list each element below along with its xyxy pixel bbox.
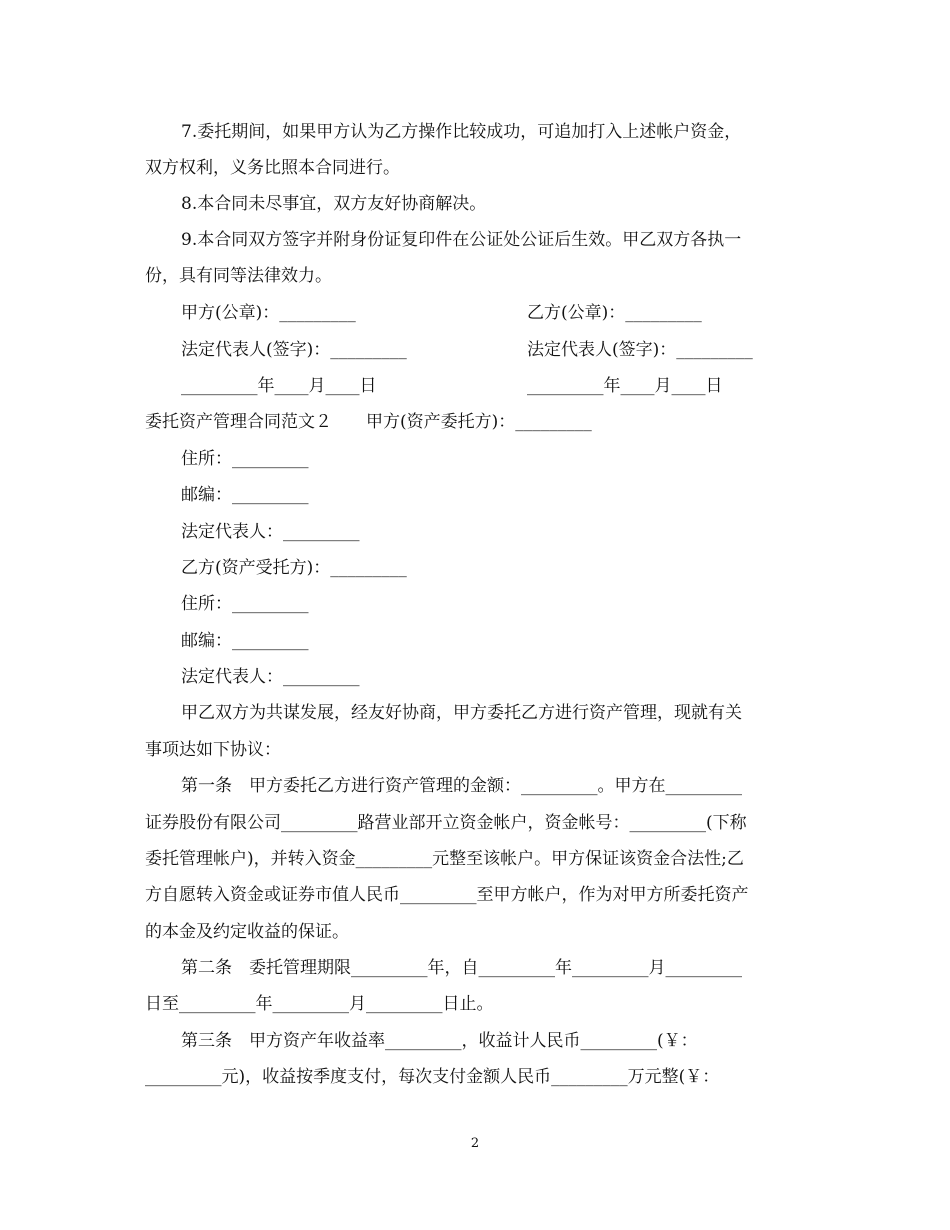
article-1-line-2: 证券股份有限公司_________路营业部开立资金帐户，资金帐号：_________(下称 [145,813,747,833]
party-b-address-field: 住所：_________ [181,594,309,614]
contract-2-title: 委托资产管理合同范文２ 甲方(资产委托方)：_________ [145,412,592,432]
article-1-line-1: 第一条 甲方委托乙方进行资产管理的金额：_________。甲方在_________ [181,776,742,796]
clause-7-line-1: 7.委托期间，如果甲方认为乙方操作比较成功，可追加打入上述帐户资金， [181,122,742,142]
party-b-postcode-field: 邮编：_________ [181,631,309,651]
party-b-field: 乙方(资产受托方)：_________ [181,558,407,578]
article-1-line-5: 的本金及约定收益的保证。 [145,922,349,942]
preamble-line-1: 甲乙双方为共谋发展，经友好协商，甲方委托乙方进行资产管理，现就有关 [181,703,742,723]
clause-9-line-2: 份，具有同等法律效力。 [145,266,332,286]
party-b-legal-rep-field: 法定代表人：_________ [181,667,360,687]
party-a-date-field: _________年____月____日 [181,376,377,396]
party-b-seal-field: 乙方(公章)：_________ [527,303,702,323]
page-number: 2 [470,1136,480,1151]
article-3-line-2: _________元)，收益按季度支付，每次支付金额人民币_________万元整(￥： [145,1067,720,1087]
party-a-seal-field: 甲方(公章)：_________ [181,303,356,323]
article-3-line-1: 第三条 甲方资产年收益率_________，收益计人民币_________(￥： [181,1031,698,1051]
article-2-line-2: 日至_________年_________月_________日止。 [145,994,494,1014]
party-a-address-field: 住所：_________ [181,449,309,469]
party-b-date-field: _________年____月____日 [527,376,723,396]
article-1-line-4: 方自愿转入资金或证券市值人民币_________至甲方帐户，作为对甲方所委托资产 [145,885,749,905]
party-a-representative-field: 法定代表人(签字)：_________ [181,340,407,360]
party-a-legal-rep-field: 法定代表人：_________ [181,522,360,542]
article-1-line-3: 委托管理帐户)，并转入资金_________元整至该帐户。甲方保证该资金合法性;乙 [145,849,744,869]
article-2-line-1: 第二条 委托管理期限_________年，自_________年_________月_________ [181,958,742,978]
clause-9-line-1: 9.本合同双方签字并附身份证复印件在公证处公证后生效。甲乙双方各执一 [181,230,742,250]
clause-7-line-2: 双方权利，义务比照本合同进行。 [145,158,400,178]
preamble-line-2: 事项达如下协议： [145,740,281,760]
party-b-representative-field: 法定代表人(签字)：_________ [527,340,753,360]
party-a-postcode-field: 邮编：_________ [181,485,309,505]
clause-8: 8.本合同未尽事宜，双方友好协商解决。 [181,194,487,214]
